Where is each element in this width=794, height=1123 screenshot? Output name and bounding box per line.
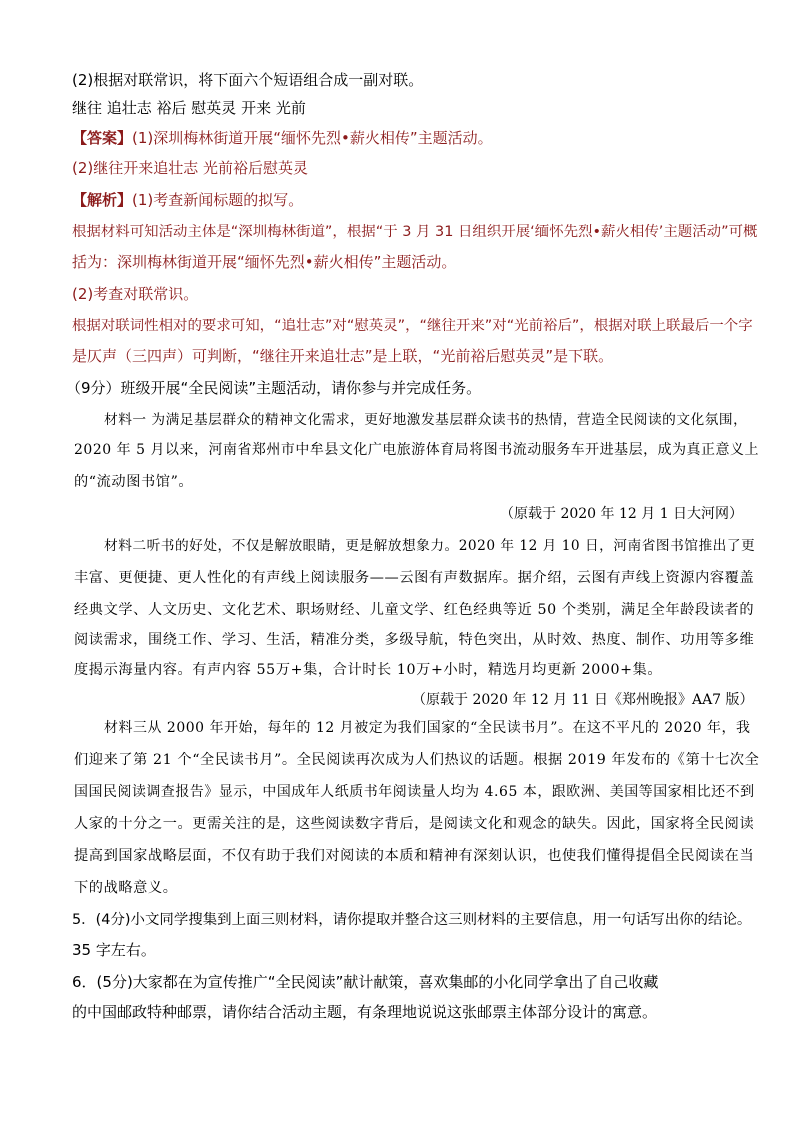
- material-2-line-4: 阅读需求，围绕工作、学习、生活，精准分类，多级导航，特色突出，从时效、热度、制作、功用等多维: [74, 632, 755, 648]
- analysis-line-3: 括为：深圳梅林街道开展“缅怀先烈•薪火相传”主题活动。: [72, 253, 457, 271]
- question-5-line-1: 5．(4分)小文同学搜集到上面三则材料，请你提取并整合这三则材料的主要信息，用一句话写出你的结论。: [72, 912, 752, 928]
- answer-line-2: (2)继往开来追壮志 光前裕后慰英灵: [72, 159, 309, 177]
- material-2-line-5: 度揭示海量内容。有声内容 55万+集，合计时长 10万+小时，精选月均更新 2000+集。: [74, 662, 663, 678]
- question-6-line-2: 的中国邮政特种邮票，请你结合活动主题，有条理地说说这张邮票主体部分设计的寓意。: [72, 1003, 658, 1021]
- material-3-line-6: 下的战略意义。: [74, 880, 178, 896]
- question-6-line-1: 6．(5分)大家都在为宣传推广“全民阅读”献计献策，喜欢集邮的小化同学拿出了自己收藏: [72, 973, 659, 991]
- question-2-phrases: 继往 追壮志 裕后 慰英灵 开来 光前: [72, 99, 306, 117]
- analysis-line-4: (2)考查对联常识。: [72, 285, 199, 303]
- material-2-source: （原载于 2020 年 12 月 11 日《郑州晚报》AA7 版）: [412, 692, 754, 708]
- material-3-line-1: 材料三从 2000 年开始，每年的 12 月被定为我们国家的“全民读书月”。在这不平凡的 2020 年，我: [104, 720, 751, 736]
- material-2-line-2: 丰富、更便捷、更人性化的有声线上阅读服务——云图有声数据库。据介绍，云图有声线上资源内容覆盖: [74, 570, 755, 586]
- analysis-line-1: 【解析】(1)考查新闻标题的拟写。: [72, 191, 304, 209]
- material-1-line-1: 材料一 为满足基层群众的精神文化需求，更好地激发基层群众读书的热情，营造全民阅读的文化氛围，: [104, 412, 748, 428]
- material-3-line-4: 人家的十分之一。更需关注的是，这些阅读数字背后，是阅读文化和观念的缺失。因此，国家将全民阅读: [74, 816, 755, 832]
- answer-line-1: 【答案】(1)深圳梅林街道开展“缅怀先烈•薪火相传”主题活动。: [72, 129, 493, 147]
- answer-tag: 【答案】: [72, 129, 133, 147]
- question-2-prompt: (2)根据对联常识，将下面六个短语组合成一副对联。: [72, 71, 424, 89]
- material-1-source: （原载于 2020 年 12 月 1 日大河网）: [500, 506, 744, 522]
- material-2-line-3: 经典文学、人文历史、文化艺术、职场财经、儿童文学、红色经典等近 50 个类别，满足全年龄段读者的: [74, 602, 755, 618]
- analysis-tag: 【解析】: [72, 191, 133, 209]
- material-3-line-3: 国国民阅读调查报告》显示，中国成年人纸质书年阅读量人均为 4.65 本，跟欧洲、美国等国家相比还不到: [74, 784, 755, 800]
- analysis-line-6: 是仄声（三四声）可判断，“继往开来追壮志”是上联，“光前裕后慰英灵”是下联。: [72, 347, 614, 365]
- material-2-line-1: 材料二听书的好处，不仅是解放眼睛，更是解放想象力。2020 年 12 月 10 日，河南省图书馆推出了更: [104, 538, 756, 554]
- task-intro: （9分）班级开展“全民阅读”主题活动，请你参与并完成任务。: [66, 379, 482, 397]
- question-5-line-2: 35 字左右。: [72, 941, 156, 959]
- analysis-line-5: 根据对联词性相对的要求可知，“追壮志”对“慰英灵”，“继往开来”对“光前裕后”，根据对联上联最后一个字: [72, 318, 753, 334]
- material-1-line-3: 的“流动图书馆”。: [74, 474, 194, 490]
- analysis-line-2: 根据材料可知活动主体是“深圳梅林街道”，根据“于 3 月 31 日组织开展‘缅怀先烈•薪火相传’主题活动”可概: [72, 224, 758, 240]
- material-1-line-2: 2020 年 5 月以来，河南省郑州市中牟县文化广电旅游体育局将图书流动服务车开进基层，成为真正意义上: [74, 442, 759, 458]
- material-3-line-5: 提高到国家战略层面，不仅有助于我们对阅读的本质和精神有深刻认识，也使我们懂得提倡全民阅读在当: [74, 848, 755, 864]
- material-3-line-2: 们迎来了第 21 个“全民读书月”。全民阅读再次成为人们热议的话题。根据 2019 年发布的《第十七次全: [74, 752, 760, 768]
